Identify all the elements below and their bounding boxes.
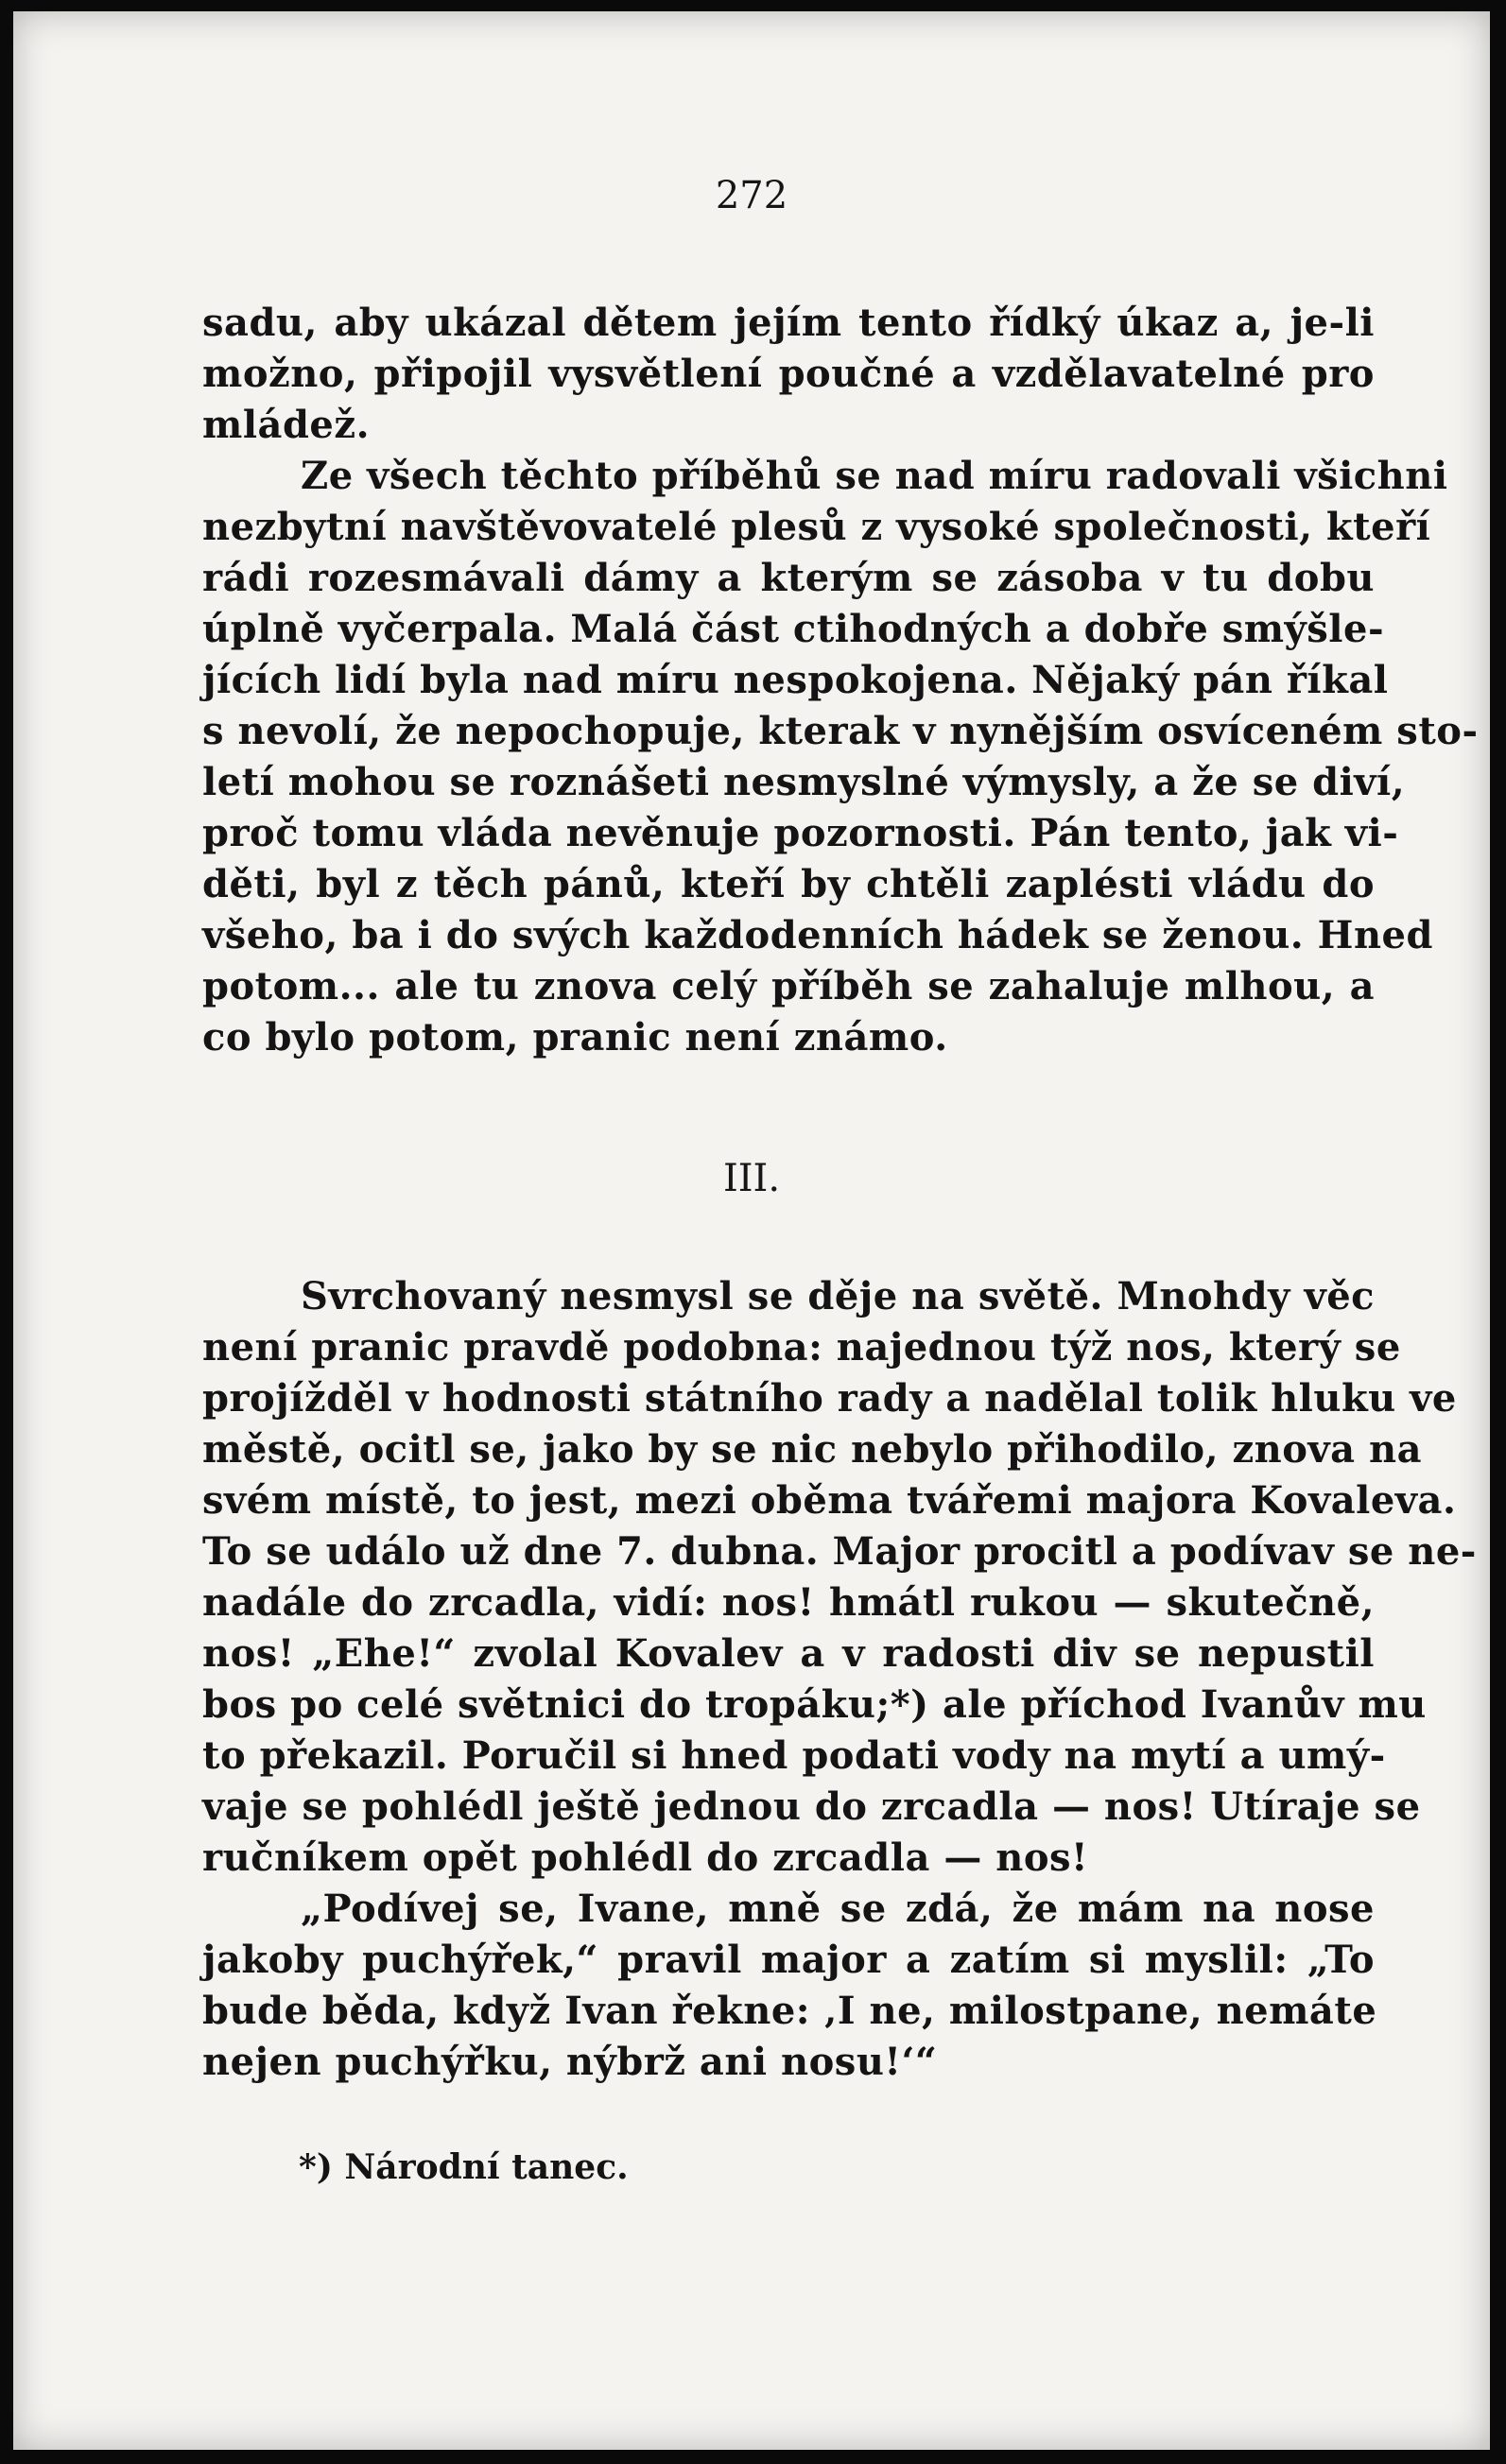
text-line: jících lidí byla nad míru nespokojena. Nějaký pán říkal — [202, 658, 1389, 702]
text-line: jakoby puchýřek,“ pravil major a zatím si myslil: „To — [202, 1938, 1375, 1982]
text-line: ručníkem opět pohlédl do zrcadla — nos! — [202, 1835, 1089, 1880]
text-line: Ze všech těchto příběhů se nad míru radovali všichni — [301, 454, 1448, 498]
text-line: Svrchovaný nesmysl se děje na světě. Mnohdy věc — [301, 1274, 1375, 1318]
text-line: možno, připojil vysvětlení poučné a vzdělavatelné pro — [202, 352, 1375, 396]
book-page — [13, 11, 1490, 2450]
text-line: děti, byl z těch pánů, kteří by chtěli zaplésti vládu do — [202, 862, 1375, 906]
text-line: nos! „Ehe!“ zvolal Kovalev a v radosti div se nepustil — [202, 1631, 1375, 1676]
text-line: úplně vyčerpala. Malá část ctihodných a dobře smýšle- — [202, 607, 1385, 651]
text-line: vaje se pohlédl ještě jednou do zrcadla — nos! Utíraje se — [202, 1784, 1421, 1829]
text-line: to překazil. Poručil si hned podati vody na mytí a umý- — [202, 1733, 1386, 1778]
text-line: bude běda, když Ivan řekne: ‚I ne, milostpane, nemáte — [202, 1989, 1377, 2033]
text-line: „Podívej se, Ivane, mně se zdá, že mám na nose — [301, 1887, 1375, 1931]
section-heading: III. — [722, 1157, 781, 1200]
text-line: potom... ale tu znova celý příběh se zahaluje mlhou, a — [202, 964, 1375, 1008]
text-line: co bylo potom, pranic není známo. — [202, 1015, 948, 1060]
text-line: nezbytní navštěvovatelé plesů z vysoké společnosti, kteří — [202, 505, 1431, 549]
text-line: sadu, aby ukázal dětem jejím tento řídký úkaz a, je-li — [202, 301, 1375, 345]
text-line: všeho, ba i do svých každodenních hádek se ženou. Hned — [202, 913, 1433, 957]
text-line: bos po celé světnici do tropáku;*) ale příchod Ivanův mu — [202, 1682, 1427, 1727]
text-line: s nevolí, že nepochopuje, kterak v nynějším osvíceném sto- — [202, 709, 1479, 753]
text-line: svém místě, to jest, mezi oběma tvářemi majora Kovaleva. — [202, 1478, 1457, 1523]
text-line: není pranic pravdě podobna: najednou týž nos, který se — [202, 1325, 1401, 1370]
text-line: projížděl v hodnosti státního rady a nadělal tolik hluku ve — [202, 1376, 1457, 1421]
text-line: městě, ocitl se, jako by se nic nebylo přihodilo, znova na — [202, 1427, 1423, 1472]
footnote: *) Národní tanec. — [299, 2147, 629, 2187]
page-number: 272 — [715, 174, 788, 217]
text-line: letí mohou se roznášeti nesmyslné výmysly, a že se diví, — [202, 760, 1406, 804]
text-block-upper — [202, 298, 1479, 1063]
text-block-lower — [202, 1271, 1477, 2088]
text-line: nejen puchýřku, nýbrž ani nosu!‘“ — [202, 2040, 938, 2084]
text-line: proč tomu vláda nevěnuje pozornosti. Pán tento, jak vi- — [202, 811, 1399, 855]
text-line: nadále do zrcadla, vidí: nos! hmátl rukou — skutečně, — [202, 1580, 1375, 1625]
text-line: To se událo už dne 7. dubna. Major procitl a podívav se ne- — [202, 1529, 1477, 1574]
text-line: mládež. — [202, 403, 370, 447]
text-line: rádi rozesmávali dámy a kterým se zásoba v tu dobu — [202, 556, 1375, 600]
